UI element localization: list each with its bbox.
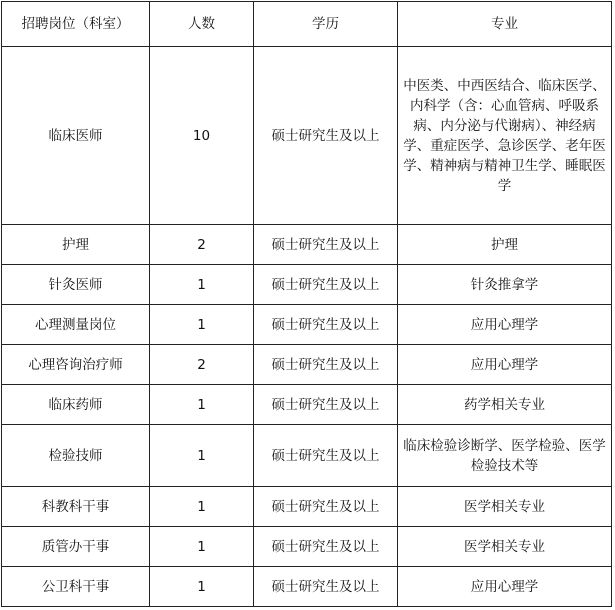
cell-count: 2 xyxy=(150,225,254,265)
cell-position: 心理测量岗位 xyxy=(2,305,150,345)
cell-position: 心理咨询治疗师 xyxy=(2,345,150,385)
cell-major: 应用心理学 xyxy=(398,567,612,607)
cell-education: 硕士研究生及以上 xyxy=(254,225,398,265)
table-row xyxy=(2,47,612,225)
cell-major: 应用心理学 xyxy=(398,345,612,385)
cell-position: 质管办干事 xyxy=(2,527,150,567)
cell-position: 针灸医师 xyxy=(2,265,150,305)
table-row xyxy=(2,567,612,607)
cell-count: 1 xyxy=(150,385,254,425)
header-education: 学历 xyxy=(254,2,398,47)
table-header-row xyxy=(2,2,612,47)
cell-position: 科教科干事 xyxy=(2,487,150,527)
table-row xyxy=(2,527,612,567)
table-row xyxy=(2,425,612,487)
cell-position: 临床医师 xyxy=(2,47,150,225)
cell-count: 1 xyxy=(150,527,254,567)
cell-major: 药学相关专业 xyxy=(398,385,612,425)
cell-position: 护理 xyxy=(2,225,150,265)
table-row xyxy=(2,345,612,385)
cell-major: 针灸推拿学 xyxy=(398,265,612,305)
cell-position: 公卫科干事 xyxy=(2,567,150,607)
cell-count: 10 xyxy=(150,47,254,225)
cell-count: 1 xyxy=(150,265,254,305)
cell-education: 硕士研究生及以上 xyxy=(254,385,398,425)
cell-position: 临床药师 xyxy=(2,385,150,425)
cell-major: 医学相关专业 xyxy=(398,527,612,567)
cell-education: 硕士研究生及以上 xyxy=(254,345,398,385)
cell-education: 硕士研究生及以上 xyxy=(254,567,398,607)
cell-count: 1 xyxy=(150,305,254,345)
cell-education: 硕士研究生及以上 xyxy=(254,265,398,305)
cell-position: 检验技师 xyxy=(2,425,150,487)
cell-count: 1 xyxy=(150,567,254,607)
cell-major: 中医类、中西医结合、临床医学、内科学（含：心血管病、呼吸系病、内分泌与代谢病）、神经病学、重症医学、急诊医学、老年医学、精神病与精神卫生学、睡眠医学 xyxy=(398,47,612,225)
cell-education: 硕士研究生及以上 xyxy=(254,305,398,345)
cell-education: 硕士研究生及以上 xyxy=(254,47,398,225)
cell-education: 硕士研究生及以上 xyxy=(254,487,398,527)
cell-education: 硕士研究生及以上 xyxy=(254,527,398,567)
cell-major: 医学相关专业 xyxy=(398,487,612,527)
cell-major: 应用心理学 xyxy=(398,305,612,345)
table-row xyxy=(2,487,612,527)
cell-count: 1 xyxy=(150,487,254,527)
recruitment-table xyxy=(1,1,612,607)
cell-education: 硕士研究生及以上 xyxy=(254,425,398,487)
cell-count: 2 xyxy=(150,345,254,385)
table-row xyxy=(2,225,612,265)
cell-major: 护理 xyxy=(398,225,612,265)
table-row xyxy=(2,305,612,345)
table-row xyxy=(2,385,612,425)
table-row xyxy=(2,265,612,305)
header-major: 专业 xyxy=(398,2,612,47)
header-count: 人数 xyxy=(150,2,254,47)
cell-count: 1 xyxy=(150,425,254,487)
cell-major: 临床检验诊断学、医学检验、医学检验技术等 xyxy=(398,425,612,487)
header-position: 招聘岗位（科室） xyxy=(2,2,150,47)
